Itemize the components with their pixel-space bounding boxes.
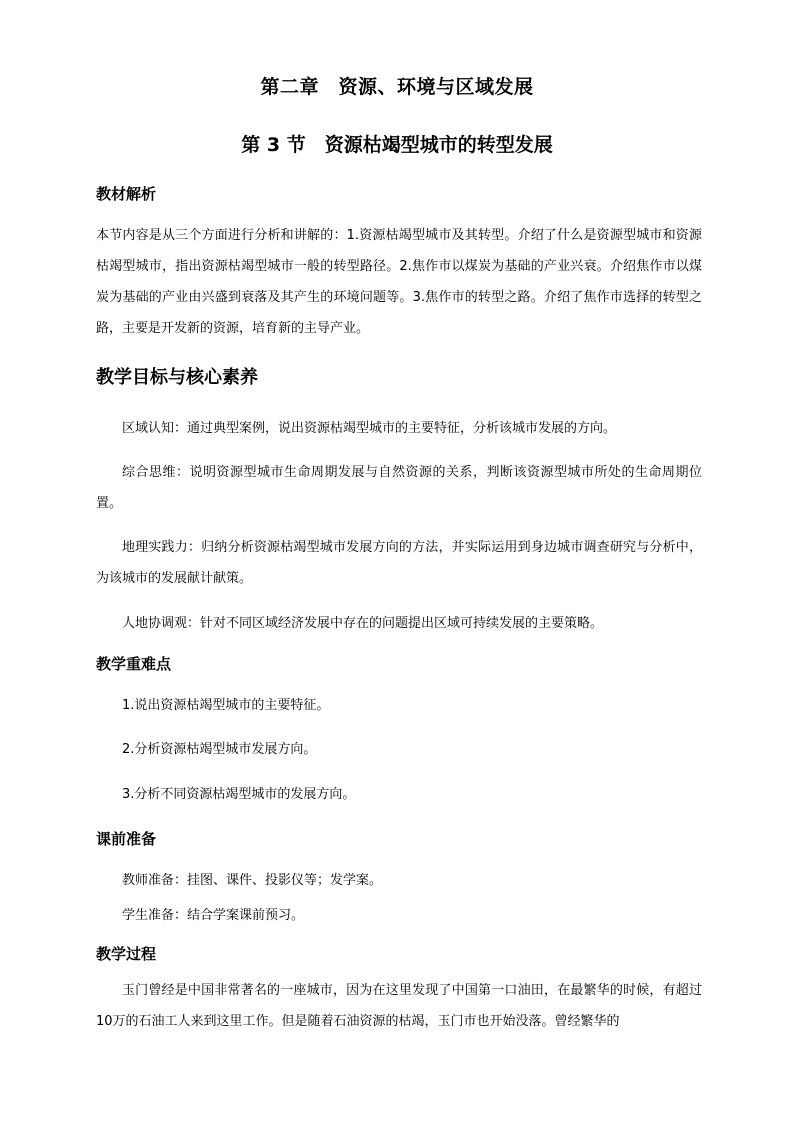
preparation-item-teacher: 教师准备：挂图、课件、投影仪等；发学案。 (122, 873, 383, 888)
process-body: 玉门曾经是中国非常著名的一座城市，因为在这里发现了中国第一口油田，在最繁华的时候，有超过10万的石油工人来到这里工作。但是随着石油资源的枯竭，玉门市也开始没落。曾经繁华的 (96, 983, 702, 1029)
key-point-item: 2.分析资源枯竭型城市发展方向。 (122, 742, 317, 757)
objectives-heading: 教学目标与核心素养 (96, 367, 258, 388)
section-title: 第 3 节 资源枯竭型城市的转型发展 (241, 134, 553, 156)
objective-item-harmony: 人地协调观：针对不同区域经济发展中存在的问题提出区域可持续发展的主要策略。 (122, 616, 604, 631)
objective-item-regional: 区域认知：通过典型案例，说出资源枯竭型城市的主要特征，分析该城市发展的方向。 (122, 421, 617, 436)
textbook-analysis-body: 本节内容是从三个方面进行分析和讲解的：1.资源枯竭型城市及其转型。介绍了什么是资源型城市和资源枯竭型城市，指出资源枯竭型城市一般的转型路径。2.焦作市以煤炭为基础的产业兴衰。介绍焦作市以煤炭为基础的产业由兴盛到衰落及其产生的环境问题等。3.焦作市的转型之路。介绍了焦作市选择的转型之路，主要是开发新的资源，培育新的主导产业。 (96, 228, 702, 336)
preparation-heading: 课前准备 (96, 830, 157, 848)
key-point-item: 3.分析不同资源枯竭型城市的发展方向。 (122, 787, 356, 802)
objective-item-practice: 地理实践力：归纳分析资源枯竭型城市发展方向的方法，并实际运用到身边城市调查研究与分析中，为该城市的发展献计献策。 (96, 540, 702, 586)
objective-item-thinking: 综合思维：说明资源型城市生命周期发展与自然资源的关系，判断该资源型城市所处的生命周期位置。 (96, 465, 702, 511)
preparation-item-student: 学生准备：结合学案课前预习。 (122, 908, 305, 923)
chapter-title: 第二章 资源、环境与区域发展 (260, 76, 534, 98)
key-points-heading: 教学重难点 (96, 655, 172, 673)
textbook-analysis-heading: 教材解析 (96, 185, 157, 203)
process-heading: 教学过程 (96, 945, 157, 963)
key-point-item: 1.说出资源枯竭型城市的主要特征。 (122, 698, 330, 713)
